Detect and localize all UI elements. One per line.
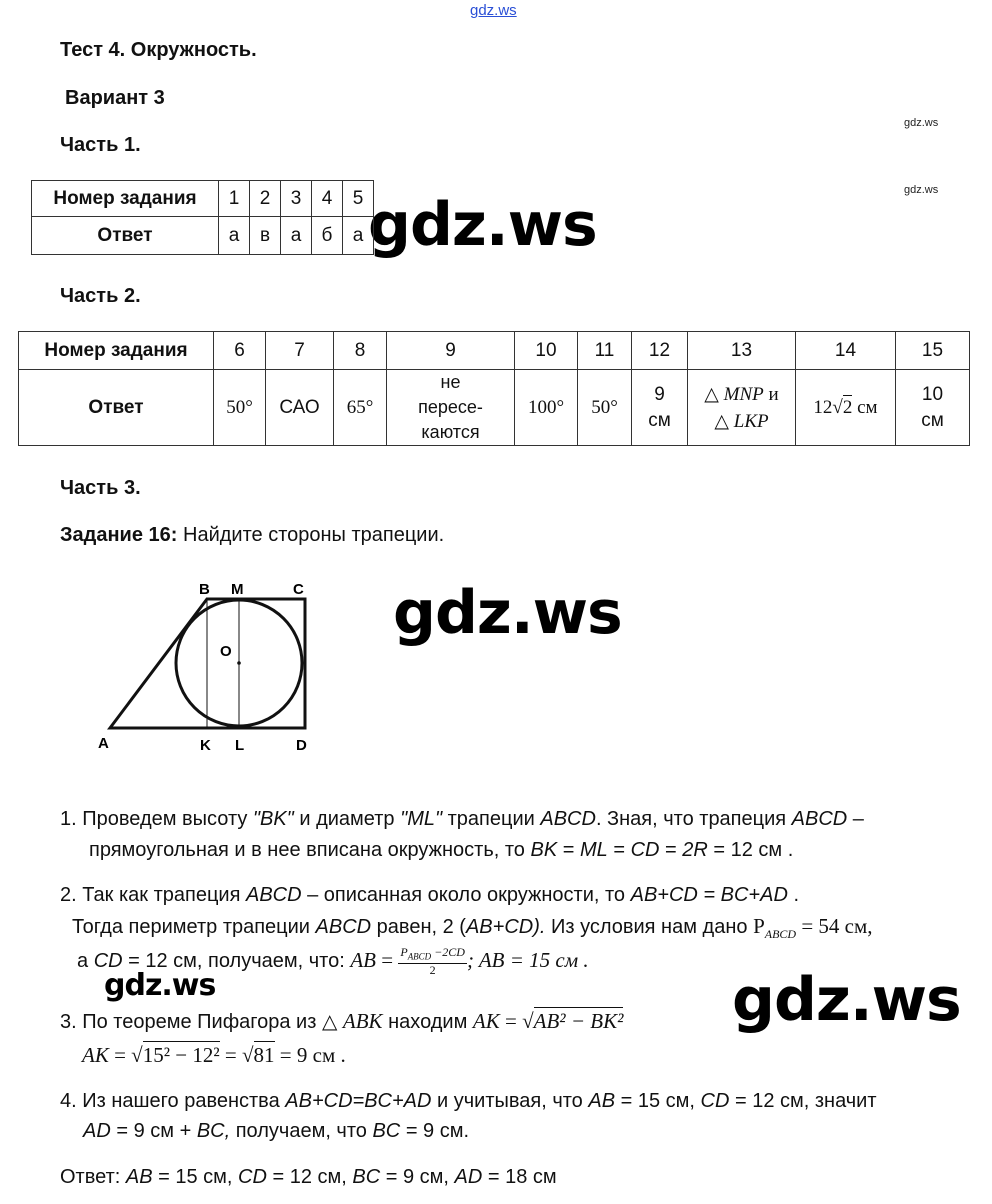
watermark-small: gdz.ws: [904, 184, 939, 196]
label-o: O: [220, 643, 232, 660]
text: ABCD: [791, 808, 848, 830]
text: BC: [352, 1166, 381, 1188]
solution-step-2-line3: [77, 945, 589, 977]
text: и диаметр: [293, 808, 401, 830]
label-c: C: [293, 581, 304, 598]
task-number: 7: [266, 332, 334, 370]
text: = 12 см .: [707, 839, 794, 861]
answer-cell: 65°: [334, 370, 387, 446]
solution-step-3: [60, 1006, 623, 1038]
table-header-label: Номер задания: [19, 332, 214, 370]
text: AB+CD=BC+AD: [285, 1090, 432, 1112]
task-number: 15: [896, 332, 970, 370]
part3-heading: Часть 3.: [60, 477, 141, 499]
text: 4. Из нашего равенства: [60, 1090, 286, 1112]
solution-step-4: [60, 1086, 877, 1117]
text: AB+CD).: [465, 916, 546, 938]
text: AB: [350, 948, 376, 972]
answer-cell: б: [312, 217, 343, 255]
answer-line: не: [440, 372, 461, 392]
answer-cell: [796, 370, 896, 446]
label-a: A: [98, 735, 109, 752]
answer-cell: 100°: [515, 370, 578, 446]
text: = 15 см,: [152, 1166, 239, 1188]
watermark-top[interactable]: gdz.ws: [470, 2, 517, 19]
text: AK: [472, 1009, 500, 1033]
text: = 15 см,: [615, 1090, 701, 1112]
task16-statement: [60, 524, 444, 547]
text: BK: [530, 839, 558, 861]
label-m: M: [231, 581, 244, 598]
text: и учитывая, что: [431, 1090, 589, 1112]
text: 81: [253, 1043, 275, 1067]
text: AB: [588, 1090, 616, 1112]
trapezoid-figure: [90, 572, 330, 757]
text: = 9 см +: [110, 1120, 197, 1142]
solution-step-2: [60, 880, 799, 911]
part2-heading: Часть 2.: [60, 285, 141, 307]
table-answer-label: Ответ: [32, 217, 219, 255]
task-number: 2: [250, 181, 281, 217]
answer-cell: в: [250, 217, 281, 255]
text: – описанная около окружности, то: [301, 884, 631, 906]
solution-step-3-line2: [82, 1040, 346, 1072]
text: ABCD: [540, 808, 596, 830]
answer-cell: САО: [266, 370, 334, 446]
triangle-mnp: △ MNP: [704, 383, 764, 405]
task-number: 11: [578, 332, 632, 370]
coefficient: 12: [813, 396, 833, 418]
answers-table-part1: [31, 180, 374, 255]
text: CD: [700, 1090, 730, 1112]
text: −2CD: [431, 945, 465, 960]
sqrt-sign: √: [832, 396, 843, 418]
table-answer-label: Ответ: [19, 370, 214, 446]
watermark-large: gdz.ws: [732, 965, 961, 1035]
text: .: [787, 884, 800, 906]
text: трапеции: [442, 808, 541, 830]
text: = 12 см,: [266, 1166, 353, 1188]
label-b: B: [199, 581, 210, 598]
task-number: 5: [343, 181, 374, 217]
text: = 54 см,: [796, 914, 873, 938]
text: –: [847, 808, 864, 830]
text: = √: [219, 1043, 254, 1067]
task-number: 1: [219, 181, 250, 217]
text: равен, 2 (: [371, 916, 466, 938]
text: "BK": [252, 808, 294, 830]
answer-cell: а: [343, 217, 374, 255]
watermark-medium: gdz.ws: [104, 968, 216, 1003]
label-l: L: [235, 737, 245, 754]
text: 2. Так как трапеция: [60, 884, 246, 906]
answer-cell: а: [219, 217, 250, 255]
text: AB² − BK²: [533, 1009, 624, 1033]
final-answer: [60, 1162, 557, 1193]
text: AB: [125, 1166, 153, 1188]
table-header-label: Номер задания: [32, 181, 219, 217]
task-number: 3: [281, 181, 312, 217]
text: Из условия нам дано: [545, 916, 754, 938]
answer-line: см: [921, 409, 944, 431]
answer-cell: [688, 370, 796, 446]
part1-heading: Часть 1.: [60, 134, 141, 156]
task-number: 13: [688, 332, 796, 370]
fraction: [398, 946, 467, 977]
task-number: 14: [796, 332, 896, 370]
text: Тогда периметр трапеции: [72, 916, 316, 938]
text: ABK: [342, 1009, 383, 1033]
text: 2R: [682, 839, 708, 861]
text: . Зная, что трапеция: [595, 808, 792, 830]
text: P: [753, 914, 765, 938]
solution-step-1: [60, 804, 864, 835]
task16-text: Найдите стороны трапеции.: [183, 524, 445, 546]
numerator: [398, 946, 467, 964]
text: BC: [372, 1120, 401, 1142]
answer-line: пересе-: [418, 397, 483, 417]
text: =: [607, 839, 631, 861]
text: находим: [382, 1011, 473, 1033]
text: P: [400, 945, 408, 960]
answer-line: 9: [654, 383, 665, 405]
task-number: 4: [312, 181, 343, 217]
text: AK: [82, 1043, 109, 1067]
answer-cell: [632, 370, 688, 446]
text: = 18 см: [482, 1166, 557, 1188]
task-number: 8: [334, 332, 387, 370]
label-d: D: [296, 737, 307, 754]
watermark-large: gdz.ws: [368, 190, 597, 260]
text: Ответ:: [60, 1166, 126, 1188]
text: =: [376, 948, 399, 972]
text: = √: [499, 1009, 534, 1033]
task-number: 10: [515, 332, 578, 370]
answer-line: △ LKP: [714, 410, 769, 432]
text: ML: [579, 839, 608, 861]
text: 3. По теореме Пифагора из △: [60, 1011, 343, 1033]
conjunction: и: [768, 383, 779, 405]
text: ABCD: [315, 916, 372, 938]
page-title: Тест 4. Окружность.: [60, 39, 257, 61]
text: = 12 см, значит: [729, 1090, 877, 1112]
variant-heading: Вариант 3: [65, 87, 165, 109]
answer-cell: а: [281, 217, 312, 255]
text: CD: [238, 1166, 267, 1188]
watermark-large: gdz.ws: [393, 578, 622, 648]
text: CD: [630, 839, 660, 861]
answer-cell: [896, 370, 970, 446]
answer-cell: 50°: [578, 370, 632, 446]
label-k: K: [200, 737, 211, 754]
task-number: 12: [632, 332, 688, 370]
answers-table-part2: [18, 331, 970, 446]
answer-line: каются: [421, 422, 480, 442]
text: а: [77, 950, 94, 972]
text: ABCD: [764, 927, 797, 941]
center-point: [237, 661, 241, 665]
answer-line: [688, 381, 795, 408]
text: = 9 см,: [380, 1166, 455, 1188]
radicand: 2: [842, 396, 853, 418]
answer-cell: 50°: [214, 370, 266, 446]
answer-cell: [387, 370, 515, 446]
text: получаем, что: [230, 1120, 373, 1142]
text: = 9 см.: [400, 1120, 470, 1142]
text: = 12 см, получаем, что:: [122, 950, 351, 972]
text: =: [557, 839, 580, 861]
task-number: 6: [214, 332, 266, 370]
text: AD: [454, 1166, 483, 1188]
text: = 9 см .: [274, 1043, 346, 1067]
text: ; AB = 15 см .: [466, 948, 589, 972]
text: "ML": [400, 808, 443, 830]
text: =: [659, 839, 683, 861]
task16-label: Задание 16:: [60, 524, 178, 546]
text: ABCD: [245, 884, 302, 906]
watermark-small: gdz.ws: [904, 117, 939, 129]
text: 1. Проведем высоту: [60, 808, 253, 830]
text: CD: [93, 950, 123, 972]
solution-step-1-line2: [89, 835, 793, 866]
denominator: 2: [429, 963, 436, 978]
text: прямоугольная и в нее вписана окружность, то: [89, 839, 531, 861]
text: 15² − 12²: [142, 1043, 220, 1067]
text: ABCD: [407, 951, 432, 962]
text: BC,: [196, 1120, 231, 1142]
answer-line: 10: [921, 383, 944, 405]
task-number: 9: [387, 332, 515, 370]
text: AD: [83, 1120, 111, 1142]
solution-step-4-line2: [83, 1116, 469, 1147]
text: AB+CD = BC+AD: [630, 884, 788, 906]
text: = √: [108, 1043, 143, 1067]
unit: см: [857, 396, 878, 418]
answer-line: см: [648, 409, 671, 431]
